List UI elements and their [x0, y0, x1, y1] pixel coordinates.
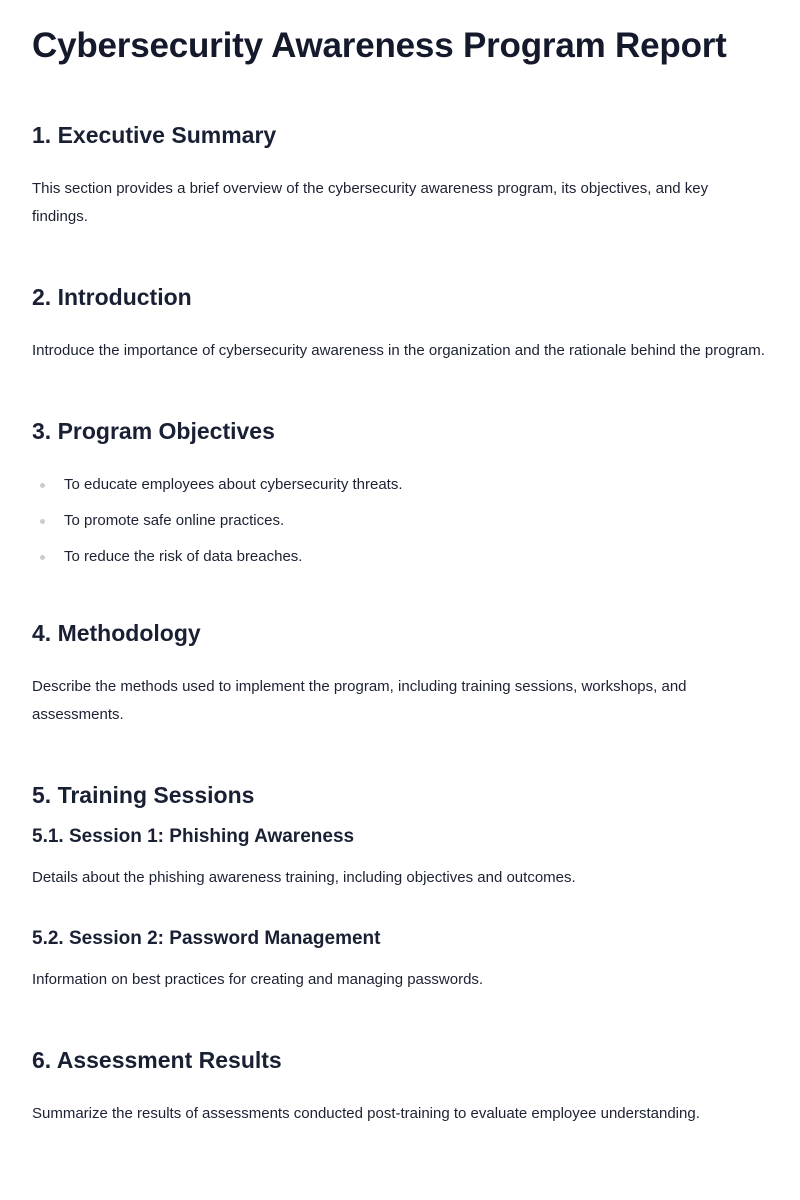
subsection-heading: 5.2. Session 2: Password Management — [32, 928, 381, 949]
list-item — [32, 547, 768, 567]
list-item-text: To promote safe online practices. — [64, 512, 285, 529]
list-item — [32, 511, 768, 531]
section-introduction — [32, 282, 768, 365]
section-heading: 5. Training Sessions — [32, 782, 255, 808]
section-executive-summary — [32, 120, 768, 231]
bullet-icon — [40, 519, 45, 524]
section-methodology — [32, 618, 768, 729]
bullet-icon — [40, 555, 45, 560]
session-phishing-awareness — [32, 825, 768, 892]
section-heading: 6. Assessment Results — [32, 1047, 282, 1073]
section-body: Describe the methods used to implement the program, including training sessions, workshops, and assessments. — [32, 678, 687, 723]
section-training-sessions — [32, 780, 768, 994]
section-body: Summarize the results of assessments conducted post-training to evaluate employee understanding. — [32, 1105, 700, 1122]
subsection-heading: 5.1. Session 1: Phishing Awareness — [32, 826, 355, 847]
list-item-text: To reduce the risk of data breaches. — [64, 548, 303, 565]
section-assessment-results — [32, 1045, 768, 1128]
subsection-body: Information on best practices for creating and managing passwords. — [32, 971, 484, 988]
section-heading: 1. Executive Summary — [32, 122, 277, 148]
list-item-text: To educate employees about cybersecurity threats. — [64, 476, 403, 493]
session-password-management — [32, 927, 768, 994]
list-item — [32, 475, 768, 495]
section-program-objectives — [32, 416, 768, 567]
section-body: Introduce the importance of cybersecurity awareness in the organization and the rationale behind the program. — [32, 342, 765, 359]
objectives-list — [32, 475, 768, 567]
section-body: This section provides a brief overview of the cybersecurity awareness program, its objectives, and key findings. — [32, 180, 709, 225]
section-heading: 3. Program Objectives — [32, 418, 275, 444]
section-heading: 2. Introduction — [32, 284, 192, 310]
bullet-icon — [40, 483, 45, 488]
page-title: Cybersecurity Awareness Program Report — [32, 26, 727, 65]
section-heading: 4. Methodology — [32, 620, 201, 646]
subsection-body: Details about the phishing awareness training, including objectives and outcomes. — [32, 869, 576, 886]
